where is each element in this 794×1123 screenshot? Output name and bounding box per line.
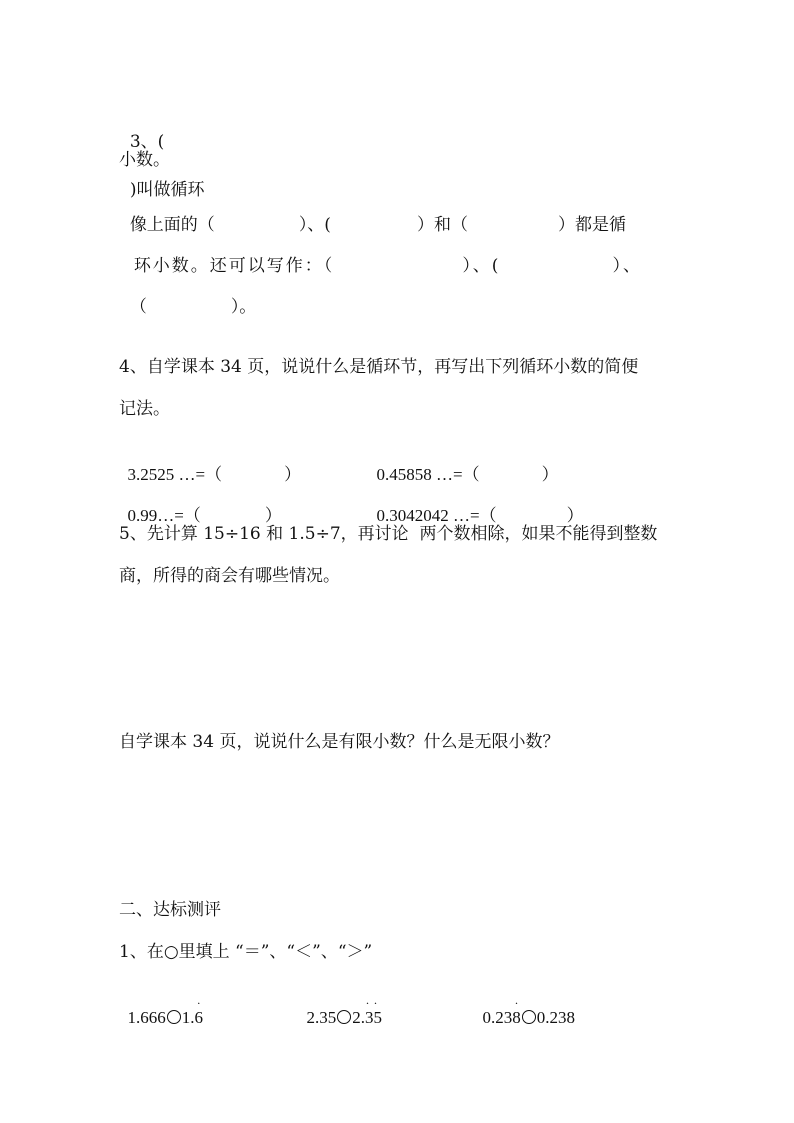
q3-line5	[119, 271, 257, 317]
q3-line4	[119, 230, 642, 276]
section2-title: 二、达标测评	[119, 900, 221, 920]
q4-line1: 4、自学课本 34 页，说说什么是循环节，再写出下列循环小数的简便	[119, 357, 639, 377]
section2-q1: 1、在○里填上 “＝”、“＜”、“＞”	[119, 942, 373, 962]
q5-line2: 商，所得的商会有哪些情况。	[119, 566, 340, 586]
q4-item-2-expr: 0.45858 …=（	[376, 465, 480, 484]
compare-2-circle[interactable]	[337, 1010, 351, 1024]
compare-item-2	[298, 982, 382, 1027]
compare-1-right-prefix: 1.	[181, 1008, 195, 1027]
compare-2-repeating-digits	[365, 996, 382, 1030]
compare-1-repeating-digits	[194, 996, 204, 1030]
q3-line4-text-b: ）、(	[462, 256, 501, 276]
q3-line2: 小数。	[119, 150, 170, 170]
compare-1-dotted-digit: 6	[194, 1008, 203, 1027]
compare-item-1	[119, 982, 203, 1027]
repeat-dot-icon: ·	[514, 996, 519, 1010]
q5-line1: 5、先计算 15÷16 和 1.5÷7，再讨论 两个数相除，如果不能得到整数	[119, 524, 658, 544]
q3-line1-start: 3、(	[129, 132, 165, 152]
q4-item-4-expr: 0.3042042 …=（	[376, 506, 497, 525]
q3-line3-text-d: ）都是循	[557, 215, 626, 235]
compare-3-right: 0.238	[536, 1008, 575, 1027]
q4-item-1-close: ）	[284, 465, 302, 484]
compare-2-dotted-digits: 35	[365, 1008, 382, 1027]
q3-line4-text-a: 环小数。还可以写作：（	[133, 256, 335, 276]
compare-item-3	[474, 982, 575, 1027]
compare-1-circle[interactable]	[167, 1010, 181, 1024]
q3-line1-end: )叫做循环	[129, 180, 205, 200]
q4-item-4-close: ）	[566, 506, 584, 525]
q3-line5-text-a: （	[129, 297, 147, 317]
repeat-dot-icon: ·	[196, 996, 201, 1010]
q4-item-3-expr: 0.99…=（	[127, 506, 201, 525]
q3-line3-text-b: ）、(	[298, 215, 331, 235]
q3-line3-text-c: ）和（	[416, 215, 468, 235]
compare-3-circle[interactable]	[522, 1010, 536, 1024]
q4-item-2	[368, 439, 559, 484]
compare-1-left: 1.666	[127, 1008, 166, 1027]
self-study-question: 自学课本 34 页，说说什么是有限小数？什么是无限小数？	[119, 732, 560, 752]
q3-line3-text-a: 像上面的（	[129, 215, 215, 235]
q4-item-2-close: ）	[541, 465, 559, 484]
compare-2-left: 2.35	[306, 1008, 337, 1027]
q3-line5-text-b: ）。	[230, 297, 257, 317]
compare-3-left-prefix: 0.23	[482, 1008, 513, 1027]
q3-line4-text-c: ）、	[612, 256, 642, 276]
q4-line2: 记法。	[119, 399, 170, 419]
q4-item-1-expr: 3.2525 …=（	[127, 465, 223, 484]
compare-3-dotted-digit: 8	[512, 1008, 521, 1027]
compare-3-repeating-digit	[512, 996, 521, 1030]
q3-line3	[119, 189, 626, 235]
repeat-dot-icon: ··	[365, 996, 382, 1010]
compare-2-right-prefix: 2.	[352, 1008, 365, 1027]
q4-item-4	[368, 480, 584, 525]
q4-item-3-close: ）	[264, 506, 282, 525]
q4-item-3	[119, 480, 282, 525]
q4-item-1	[119, 439, 302, 484]
